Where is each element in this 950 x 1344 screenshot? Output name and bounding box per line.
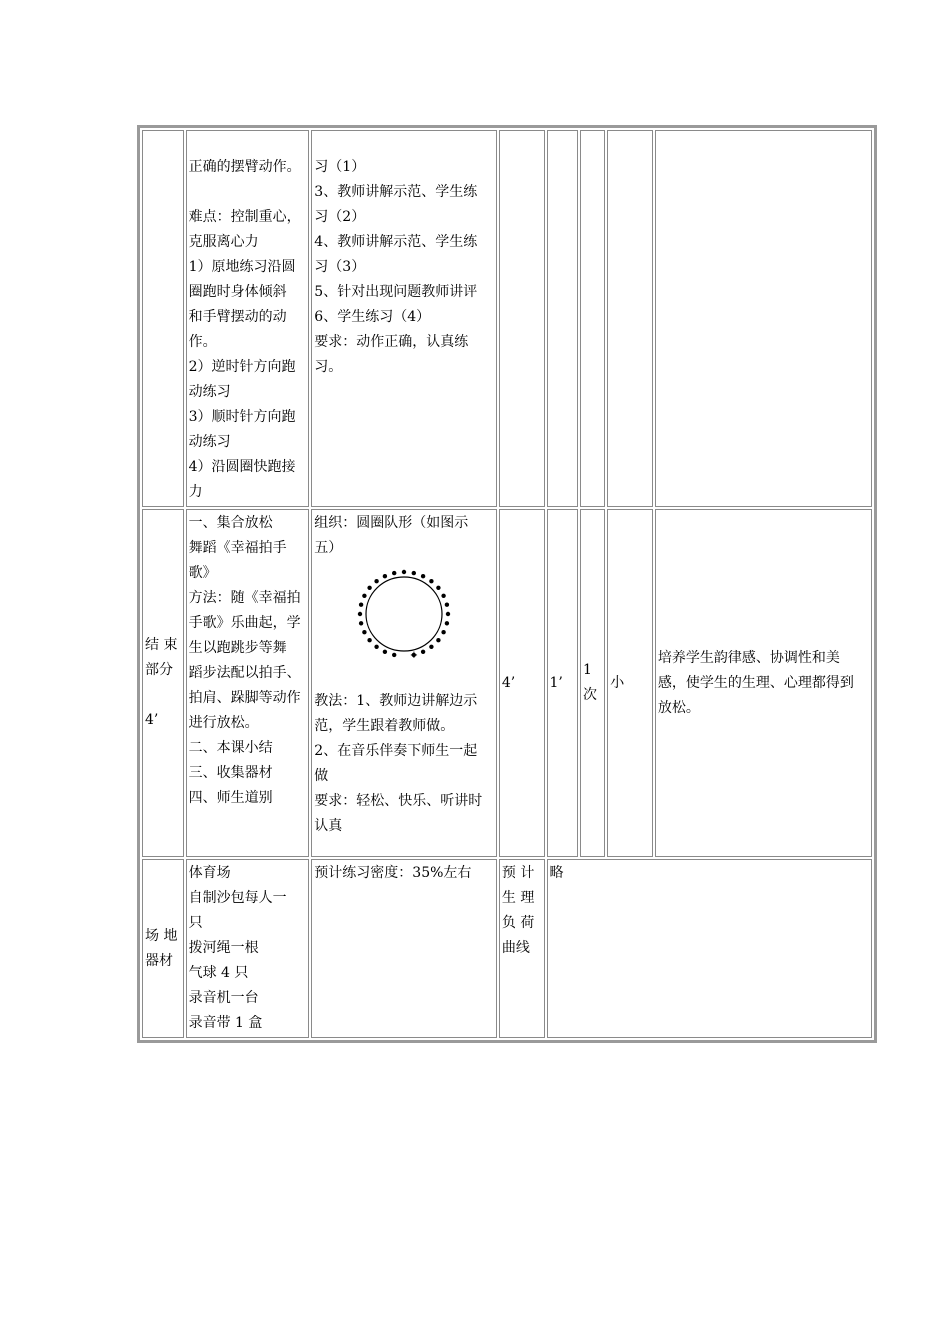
count-cell bbox=[547, 130, 578, 507]
content-cell bbox=[186, 130, 310, 507]
part-label-line: 4’ bbox=[145, 712, 159, 728]
content-line: 克服离心力 bbox=[188, 234, 259, 250]
teaching-method-line: 2、在音乐伴奏下师生一起 bbox=[314, 743, 478, 759]
method-line: 习（2） bbox=[314, 209, 366, 225]
circle-formation-figure bbox=[314, 569, 494, 659]
method-line: 习（1） bbox=[314, 159, 366, 175]
content-line: 和手臂摆动的动 bbox=[188, 309, 287, 325]
curve-label-line: 生 理 bbox=[501, 890, 535, 906]
table-row bbox=[142, 509, 872, 857]
student-dot bbox=[359, 621, 363, 625]
method-line: 习。 bbox=[314, 359, 343, 375]
table-row bbox=[142, 859, 872, 1038]
content-line: 生以跑跳步等舞 bbox=[188, 640, 287, 656]
content-line: 二、本课小结 bbox=[188, 740, 273, 756]
content-line: 四、师生道别 bbox=[188, 790, 273, 806]
method-line: 习（3） bbox=[314, 259, 366, 275]
part-cell bbox=[142, 509, 184, 857]
part-label-line bbox=[145, 683, 181, 708]
equipment-cell bbox=[186, 859, 310, 1038]
intensity-value: 小 bbox=[610, 674, 625, 691]
student-dot bbox=[374, 645, 378, 649]
content-line: 舞蹈《幸福拍手 bbox=[188, 540, 287, 556]
method-line: 6、学生练习（4） bbox=[314, 309, 431, 325]
goal-line: 感，使学生的生理、心理都得到 bbox=[657, 674, 854, 691]
content-line: 一、集合放松 bbox=[188, 515, 273, 531]
student-dot bbox=[383, 574, 387, 578]
content-line: 歌》 bbox=[188, 565, 217, 581]
content-line: 正确的摆臂动作。 bbox=[188, 159, 301, 175]
student-dot bbox=[412, 571, 416, 575]
goal-cell bbox=[655, 509, 872, 857]
goal-line: 培养学生韵律感、协调性和美 bbox=[657, 649, 840, 666]
student-dot bbox=[359, 603, 363, 607]
content-line: 力 bbox=[188, 484, 203, 500]
curve-label-line: 负 荷 bbox=[501, 915, 535, 931]
formation-circle bbox=[366, 577, 442, 651]
content-cell bbox=[186, 509, 310, 857]
student-dot bbox=[362, 594, 366, 598]
goal-line: 放松。 bbox=[657, 699, 700, 716]
method-line: 要求：动作正确，认真练 bbox=[314, 334, 469, 350]
content-line: 蹈步法配以拍手、 bbox=[188, 665, 301, 681]
student-dot bbox=[441, 630, 445, 634]
method-line: 4、教师讲解示范、学生练 bbox=[314, 234, 478, 250]
content-line: 三、收集器材 bbox=[188, 765, 273, 781]
content-line: 2）逆时针方向跑 bbox=[188, 359, 296, 375]
venue-label-line: 场 地 bbox=[145, 927, 178, 944]
time-cell bbox=[499, 509, 545, 857]
count-cell bbox=[547, 509, 578, 857]
student-dot bbox=[441, 594, 445, 598]
times-cell bbox=[580, 130, 605, 507]
content-line: 进行放松。 bbox=[188, 715, 259, 731]
curve-value-cell bbox=[547, 859, 873, 1038]
table-row bbox=[142, 130, 872, 507]
student-dot bbox=[374, 579, 378, 583]
content-line: 难点：控制重心， bbox=[188, 209, 301, 225]
method-cell bbox=[311, 509, 497, 857]
student-dot bbox=[446, 612, 450, 616]
time-value: 4’ bbox=[501, 674, 516, 691]
intensity-cell bbox=[607, 509, 653, 857]
times-line: 1 bbox=[582, 662, 592, 678]
equipment-line: 自制沙包每人一 bbox=[188, 890, 287, 906]
student-dot bbox=[436, 586, 440, 590]
teaching-method-line: 要求：轻松、快乐、听讲时 bbox=[314, 793, 483, 809]
content-line: 1）原地练习沿圆 bbox=[188, 259, 296, 275]
times-cell bbox=[580, 509, 605, 857]
student-dot bbox=[421, 650, 425, 654]
organization-line: 五） bbox=[314, 540, 343, 556]
student-dot bbox=[402, 570, 406, 574]
intensity-cell bbox=[607, 130, 653, 507]
density-text: 预计练习密度：35%左右 bbox=[314, 865, 472, 881]
equipment-line: 录音机一台 bbox=[188, 990, 259, 1006]
content-line: 手歌》乐曲起，学 bbox=[188, 615, 301, 631]
part-label-line: 结 束 bbox=[145, 637, 178, 653]
student-dot bbox=[392, 653, 396, 657]
times-line: 次 bbox=[582, 687, 597, 703]
equipment-line: 体育场 bbox=[188, 865, 231, 881]
curve-value: 略 bbox=[549, 865, 564, 881]
teaching-method-line: 教法：1、教师边讲解边示 bbox=[314, 693, 478, 709]
student-dot bbox=[436, 638, 440, 642]
lesson-plan-table bbox=[137, 125, 877, 1043]
student-dot bbox=[367, 638, 371, 642]
content-line: 作。 bbox=[188, 334, 217, 350]
method-line: 3、教师讲解示范、学生练 bbox=[314, 184, 478, 200]
curve-label-line: 曲线 bbox=[501, 940, 530, 956]
method-cell bbox=[311, 130, 497, 507]
content-line: 圈跑时身体倾斜 bbox=[188, 284, 287, 300]
equipment-line: 拨河绳一根 bbox=[188, 940, 259, 956]
time-cell bbox=[499, 130, 545, 507]
content-line bbox=[189, 180, 307, 205]
organization-line: 组织：圆圈队形（如图示 bbox=[314, 515, 469, 531]
circle-formation-diagram bbox=[354, 569, 454, 659]
curve-label-line: 预 计 bbox=[501, 865, 535, 881]
student-dot bbox=[362, 630, 366, 634]
method-line: 5、针对出现问题教师讲评 bbox=[314, 284, 478, 300]
student-dot bbox=[445, 621, 449, 625]
content-line: 动练习 bbox=[188, 434, 231, 450]
curve-label-cell bbox=[499, 859, 545, 1038]
student-dot bbox=[429, 579, 433, 583]
part-label-line: 部分 bbox=[145, 662, 173, 678]
content-line: 动练习 bbox=[188, 384, 231, 400]
student-dot bbox=[429, 645, 433, 649]
student-dot bbox=[445, 603, 449, 607]
student-dot bbox=[358, 612, 362, 616]
teaching-method-line: 范，学生跟着教师做。 bbox=[314, 718, 455, 734]
equipment-line: 录音带 1 盒 bbox=[188, 1015, 263, 1031]
density-cell bbox=[311, 859, 497, 1038]
content-line: 4）沿圆圈快跑接 bbox=[188, 459, 296, 475]
venue-label-line: 器材 bbox=[145, 952, 173, 969]
equipment-line: 气球 4 只 bbox=[188, 965, 249, 981]
teaching-method-line: 认真 bbox=[314, 818, 343, 834]
venue-label-cell bbox=[142, 859, 184, 1038]
count-value: 1’ bbox=[549, 674, 563, 691]
content-line: 方法：随《幸福拍 bbox=[188, 590, 301, 606]
student-dot bbox=[383, 650, 387, 654]
goal-cell bbox=[655, 130, 872, 507]
teacher-mark: + bbox=[409, 650, 419, 659]
equipment-line: 只 bbox=[188, 915, 203, 931]
content-line: 3）顺时针方向跑 bbox=[188, 409, 296, 425]
part-cell bbox=[142, 130, 184, 507]
student-dot bbox=[392, 571, 396, 575]
content-line: 拍肩、跺脚等动作 bbox=[188, 690, 301, 706]
student-dot bbox=[367, 586, 371, 590]
teaching-method-line: 做 bbox=[314, 768, 329, 784]
student-dot bbox=[421, 574, 425, 578]
